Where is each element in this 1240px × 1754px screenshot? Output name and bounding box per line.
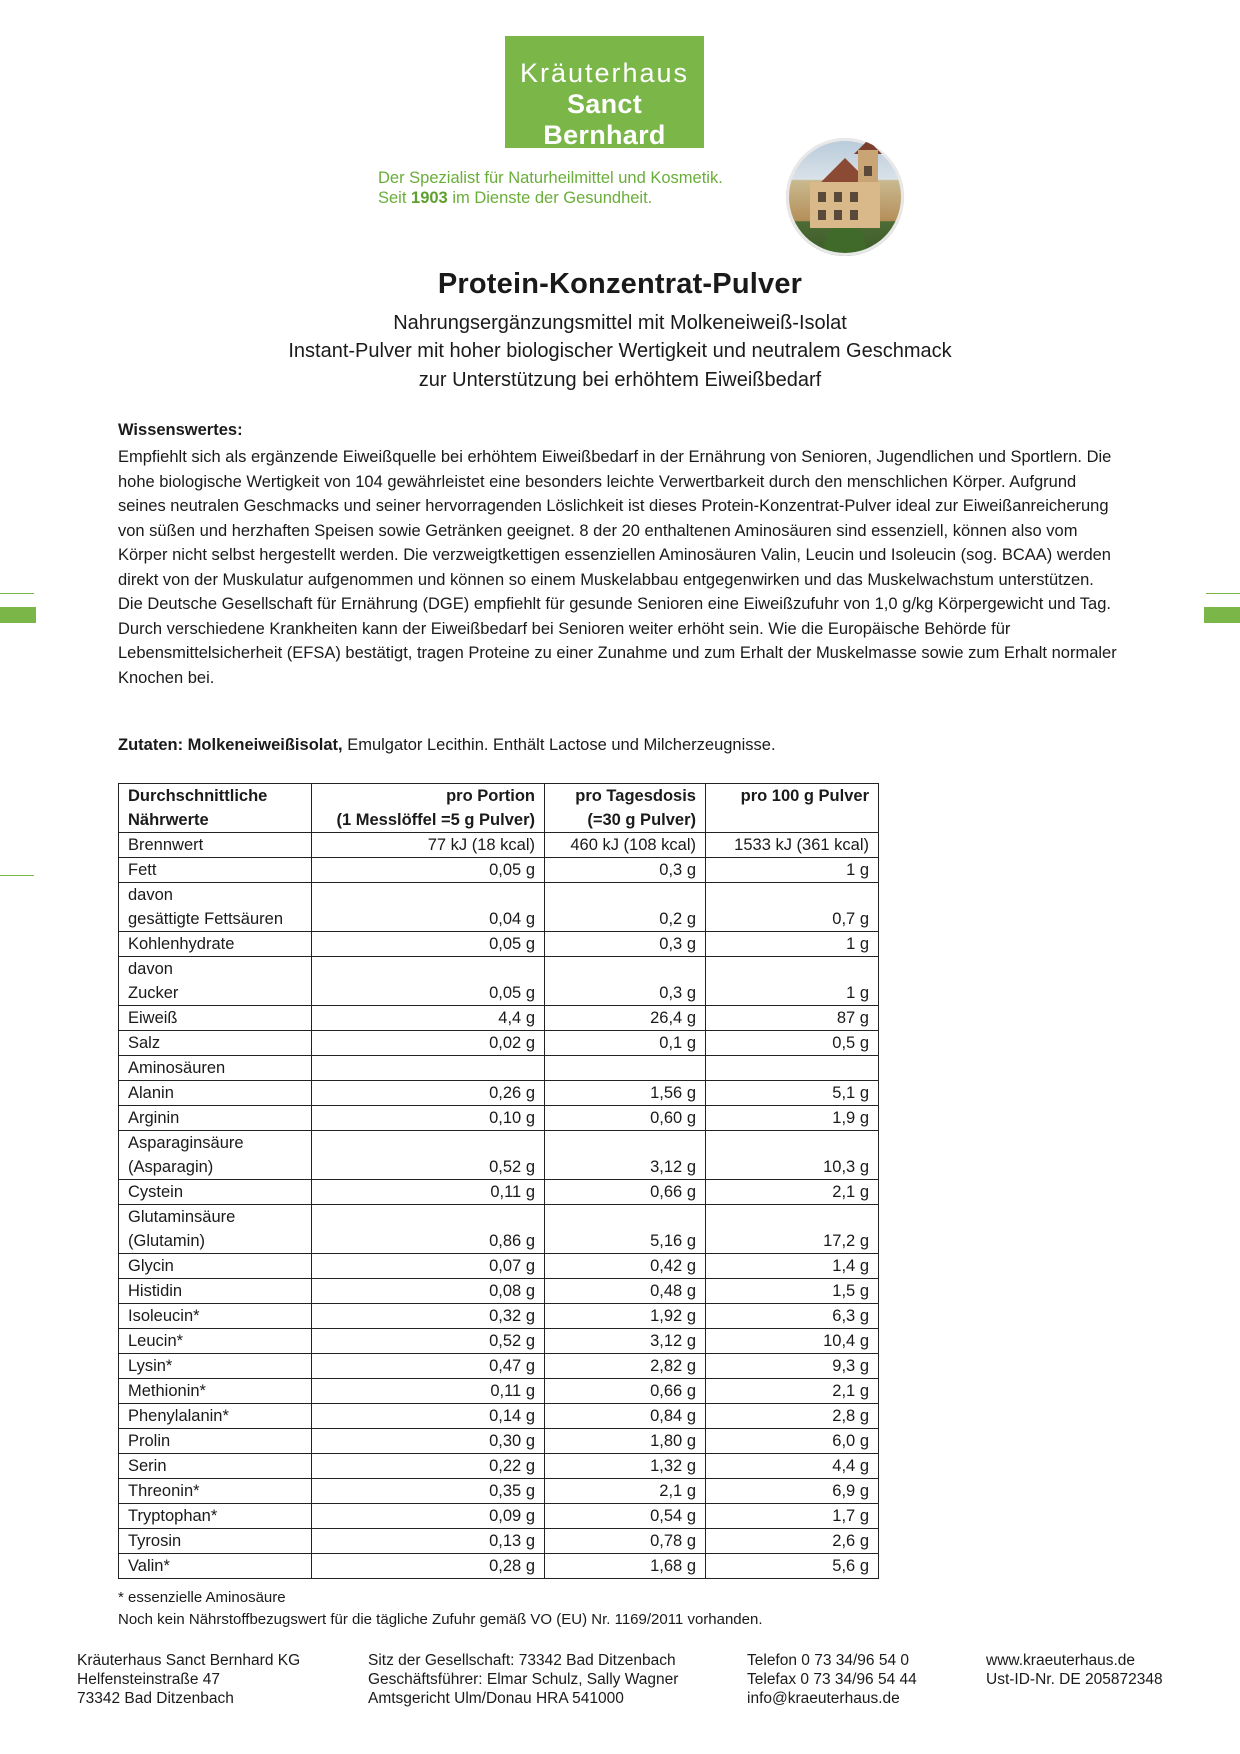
table-row [119, 1006, 879, 1031]
value-per-day: 0,66 g [545, 1180, 706, 1205]
nutrient-name: Prolin [119, 1429, 312, 1454]
value-per-portion: 0,14 g [312, 1404, 545, 1429]
value-per-100g: 2,8 g [706, 1404, 879, 1429]
margin-mark-left [0, 593, 34, 594]
value-per-day: 0,3 g [545, 957, 706, 1006]
value-per-100g: 1 g [706, 957, 879, 1006]
value-per-portion: 0,35 g [312, 1479, 545, 1504]
brand-name-line2: Sanct Bernhard [543, 89, 666, 150]
nutrient-name: Brennwert [119, 833, 312, 858]
value-per-100g: 1,5 g [706, 1279, 879, 1304]
brand-tagline [378, 168, 723, 208]
table-row [119, 1529, 879, 1554]
value-per-100g: 0,7 g [706, 883, 879, 932]
value-per-portion: 0,05 g [312, 957, 545, 1006]
table-row [119, 1504, 879, 1529]
value-per-100g: 5,1 g [706, 1081, 879, 1106]
value-per-100g: 1,7 g [706, 1504, 879, 1529]
table-row [119, 1429, 879, 1454]
nutrient-name: Cystein [119, 1180, 312, 1205]
table-row [119, 1205, 879, 1254]
value-per-100g: 2,1 g [706, 1379, 879, 1404]
value-per-day: 0,66 g [545, 1379, 706, 1404]
value-per-100g: 6,3 g [706, 1304, 879, 1329]
empty-cell [545, 1056, 706, 1081]
margin-mark-left-bar [0, 607, 36, 623]
value-per-day: 1,80 g [545, 1429, 706, 1454]
table-row [119, 1404, 879, 1429]
nutrient-name: Arginin [119, 1106, 312, 1131]
ingredients [118, 736, 776, 755]
table-row [119, 833, 879, 858]
value-per-portion: 0,11 g [312, 1180, 545, 1205]
value-per-portion: 0,04 g [312, 883, 545, 932]
tagline-year: 1903 [411, 189, 448, 207]
value-per-day: 1,32 g [545, 1454, 706, 1479]
table-row [119, 957, 879, 1006]
nutrient-name: Serin [119, 1454, 312, 1479]
table-row [119, 883, 879, 932]
building-photo [786, 138, 904, 256]
value-per-portion: 0,10 g [312, 1106, 545, 1131]
value-per-day: 3,12 g [545, 1131, 706, 1180]
value-per-day: 26,4 g [545, 1006, 706, 1031]
footnote-reference: Noch kein Nährstoffbezugswert für die tägliche Zufuhr gemäß VO (EU) Nr. 1169/2011 vorhanden. [118, 1611, 763, 1628]
footnote-essential: * essenzielle Aminosäure [118, 1589, 286, 1606]
value-per-day: 0,42 g [545, 1254, 706, 1279]
footer-company: Kräuterhaus Sanct Bernhard KG Helfensteinstraße 47 73342 Bad Ditzenbach [77, 1652, 301, 1707]
empty-cell [312, 1056, 545, 1081]
value-per-day: 1,56 g [545, 1081, 706, 1106]
value-per-portion: 0,13 g [312, 1529, 545, 1554]
nutrient-name: davon gesättigte Fettsäuren [119, 883, 312, 932]
table-row [119, 1031, 879, 1056]
value-per-100g: 5,6 g [706, 1554, 879, 1579]
nutrient-name: Tyrosin [119, 1529, 312, 1554]
table-header-row [119, 784, 879, 833]
value-per-portion: 0,07 g [312, 1254, 545, 1279]
value-per-day: 2,1 g [545, 1479, 706, 1504]
value-per-day: 0,48 g [545, 1279, 706, 1304]
header-per-100g: pro 100 g Pulver [706, 784, 879, 833]
margin-mark-left-lower [0, 875, 34, 876]
table-row [119, 1131, 879, 1180]
footer-contact: Telefon 0 73 34/96 54 0 Telefax 0 73 34/96 54 44 info@kraeuterhaus.de [747, 1652, 917, 1707]
value-per-day: 0,1 g [545, 1031, 706, 1056]
value-per-day: 2,82 g [545, 1354, 706, 1379]
ingredients-label: Zutaten: Molkeneiweißisolat, [118, 736, 343, 754]
value-per-100g: 17,2 g [706, 1205, 879, 1254]
ingredients-text: Emulgator Lecithin. Enthält Lactose und Milcherzeugnisse. [342, 736, 776, 754]
info-text: Empfiehlt sich als ergänzende Eiweißquelle bei erhöhtem Eiweißbedarf in der Ernährung von Senioren, Jugendlichen und Sportlern. Die hohe biologische Wertigkeit von 104 gewährleistet eine besonders leichte Verwertbarkeit durch den menschlichen Körper. Aufgrund seines neutralen Geschmacks und seiner hervorragenden Löslichkeit ist dieses Protein-Konzentrat-Pulver ideal zur Eiweißanreicherung von süßen und herzhaften Speisen sowie Getränken geeignet. 8 der 20 enthaltenen Aminosäuren sind essenziell, können also vom Körper nicht selbst hergestellt werden. Die verzweigtkettigen essenziellen Aminosäuren Valin, Leucin und Isoleucin (sog. BCAA) werden direkt von der Muskulatur aufgenommen und können so einem Muskelabbau entgegenwirken und das Muskelwachstum unterstützen. Die Deutsche Gesellschaft für Ernährung (DGE) empfiehlt für gesunde Senioren eine Eiweißzufuhr von 1,0 g/kg Körpergewicht und Tag. Durch verschiedene Krankheiten kann der Eiweißbedarf bei Senioren weiter erhöht sein. Wie die Europäische Behörde für Lebensmittelsicherheit (EFSA) bestätigt, tragen Proteine zu einer Zunahme und zum Erhalt der Muskelmasse sowie zum Erhalt normaler Knochen bei. [118, 448, 1117, 687]
value-per-portion: 0,09 g [312, 1504, 545, 1529]
value-per-portion: 77 kJ (18 kcal) [312, 833, 545, 858]
nutrient-name: Alanin [119, 1081, 312, 1106]
brand-logo [505, 36, 704, 148]
nutrient-name: Valin* [119, 1554, 312, 1579]
value-per-100g: 9,3 g [706, 1354, 879, 1379]
value-per-portion: 0,28 g [312, 1554, 545, 1579]
value-per-100g: 10,3 g [706, 1131, 879, 1180]
value-per-100g: 87 g [706, 1006, 879, 1031]
header-per-day: pro Tagesdosis (=30 g Pulver) [545, 784, 706, 833]
value-per-day: 0,2 g [545, 883, 706, 932]
nutrient-name: Histidin [119, 1279, 312, 1304]
nutrient-name: Kohlenhydrate [119, 932, 312, 957]
table-row [119, 932, 879, 957]
nutrient-name: Threonin* [119, 1479, 312, 1504]
table-row [119, 1329, 879, 1354]
value-per-day: 5,16 g [545, 1205, 706, 1254]
nutrient-name: Methionin* [119, 1379, 312, 1404]
value-per-portion: 0,26 g [312, 1081, 545, 1106]
table-row [119, 1081, 879, 1106]
value-per-day: 460 kJ (108 kcal) [545, 833, 706, 858]
value-per-portion: 0,52 g [312, 1329, 545, 1354]
nutrient-name: Glutaminsäure (Glutamin) [119, 1205, 312, 1254]
value-per-portion: 0,05 g [312, 858, 545, 883]
value-per-100g: 1 g [706, 932, 879, 957]
value-per-100g: 1,4 g [706, 1254, 879, 1279]
value-per-portion: 0,11 g [312, 1379, 545, 1404]
nutrient-name: Phenylalanin* [119, 1404, 312, 1429]
table-row [119, 1180, 879, 1205]
table-section-row [119, 1056, 879, 1081]
value-per-portion: 0,52 g [312, 1131, 545, 1180]
value-per-day: 1,92 g [545, 1304, 706, 1329]
table-row [119, 1254, 879, 1279]
value-per-100g: 2,6 g [706, 1529, 879, 1554]
value-per-portion: 0,32 g [312, 1304, 545, 1329]
margin-mark-right [1206, 593, 1240, 594]
value-per-portion: 0,30 g [312, 1429, 545, 1454]
nutrient-name: Eiweiß [119, 1006, 312, 1031]
value-per-100g: 4,4 g [706, 1454, 879, 1479]
value-per-100g: 1,9 g [706, 1106, 879, 1131]
empty-cell [706, 1056, 879, 1081]
header-per-portion: pro Portion (1 Messlöffel =5 g Pulver) [312, 784, 545, 833]
table-row [119, 858, 879, 883]
value-per-portion: 0,08 g [312, 1279, 545, 1304]
nutrient-name: Asparaginsäure (Asparagin) [119, 1131, 312, 1180]
value-per-day: 0,78 g [545, 1529, 706, 1554]
value-per-100g: 0,5 g [706, 1031, 879, 1056]
value-per-day: 0,3 g [545, 858, 706, 883]
table-row [119, 1106, 879, 1131]
table-row [119, 1354, 879, 1379]
table-row [119, 1479, 879, 1504]
nutrient-name: Salz [119, 1031, 312, 1056]
nutrition-table [118, 783, 879, 1579]
info-heading: Wissenswertes: [118, 421, 243, 439]
header-nutrient: Durchschnittliche Nährwerte [119, 784, 312, 833]
nutrient-name: davon Zucker [119, 957, 312, 1006]
amino-heading: Aminosäuren [119, 1056, 312, 1081]
nutrient-name: Lysin* [119, 1354, 312, 1379]
value-per-100g: 10,4 g [706, 1329, 879, 1354]
value-per-day: 0,60 g [545, 1106, 706, 1131]
table-row [119, 1304, 879, 1329]
product-title: Protein-Konzentrat-Pulver [437, 268, 803, 300]
tagline-line2: Seit 1903 im Dienste der Gesundheit. [378, 189, 653, 207]
table-row [119, 1279, 879, 1304]
value-per-portion: 0,05 g [312, 932, 545, 957]
value-per-day: 0,54 g [545, 1504, 706, 1529]
nutrient-name: Glycin [119, 1254, 312, 1279]
table-row [119, 1379, 879, 1404]
value-per-portion: 0,47 g [312, 1354, 545, 1379]
value-per-portion: 0,22 g [312, 1454, 545, 1479]
margin-mark-right-bar [1204, 607, 1240, 623]
value-per-day: 3,12 g [545, 1329, 706, 1354]
footer-website[interactable]: www.kraeuterhaus.de [986, 1652, 1136, 1669]
nutrient-name: Isoleucin* [119, 1304, 312, 1329]
tagline-line1: Der Spezialist für Naturheilmittel und Kosmetik. [378, 169, 723, 187]
nutrient-name: Leucin* [119, 1329, 312, 1354]
value-per-day: 0,84 g [545, 1404, 706, 1429]
value-per-portion: 0,86 g [312, 1205, 545, 1254]
value-per-100g: 2,1 g [706, 1180, 879, 1205]
table-row [119, 1454, 879, 1479]
value-per-day: 0,3 g [545, 932, 706, 957]
table-row [119, 1554, 879, 1579]
value-per-portion: 4,4 g [312, 1006, 545, 1031]
value-per-100g: 1533 kJ (361 kcal) [706, 833, 879, 858]
value-per-portion: 0,02 g [312, 1031, 545, 1056]
product-subtitle-3: zur Unterstützung bei erhöhtem Eiweißbedarf [418, 369, 822, 391]
value-per-100g: 6,0 g [706, 1429, 879, 1454]
brand-name-line1: Kräuterhaus [519, 58, 690, 88]
value-per-day: 1,68 g [545, 1554, 706, 1579]
nutrient-name: Tryptophan* [119, 1504, 312, 1529]
value-per-100g: 6,9 g [706, 1479, 879, 1504]
value-per-100g: 1 g [706, 858, 879, 883]
product-subtitle-2: Instant-Pulver mit hoher biologischer Wertigkeit und neutralem Geschmack [288, 340, 952, 362]
footer-legal: Sitz der Gesellschaft: 73342 Bad Ditzenbach Geschäftsführer: Elmar Schulz, Sally Wagner Amtsgericht Ulm/Donau HRA 541000 [368, 1652, 679, 1707]
footer-email[interactable]: info@kraeuterhaus.de [747, 1690, 900, 1707]
product-subtitle-1: Nahrungsergänzungsmittel mit Molkeneiweiß-Isolat [393, 312, 847, 334]
footer-web: www.kraeuterhaus.de Ust-ID-Nr. DE 205872348 [986, 1652, 1163, 1688]
nutrient-name: Fett [119, 858, 312, 883]
